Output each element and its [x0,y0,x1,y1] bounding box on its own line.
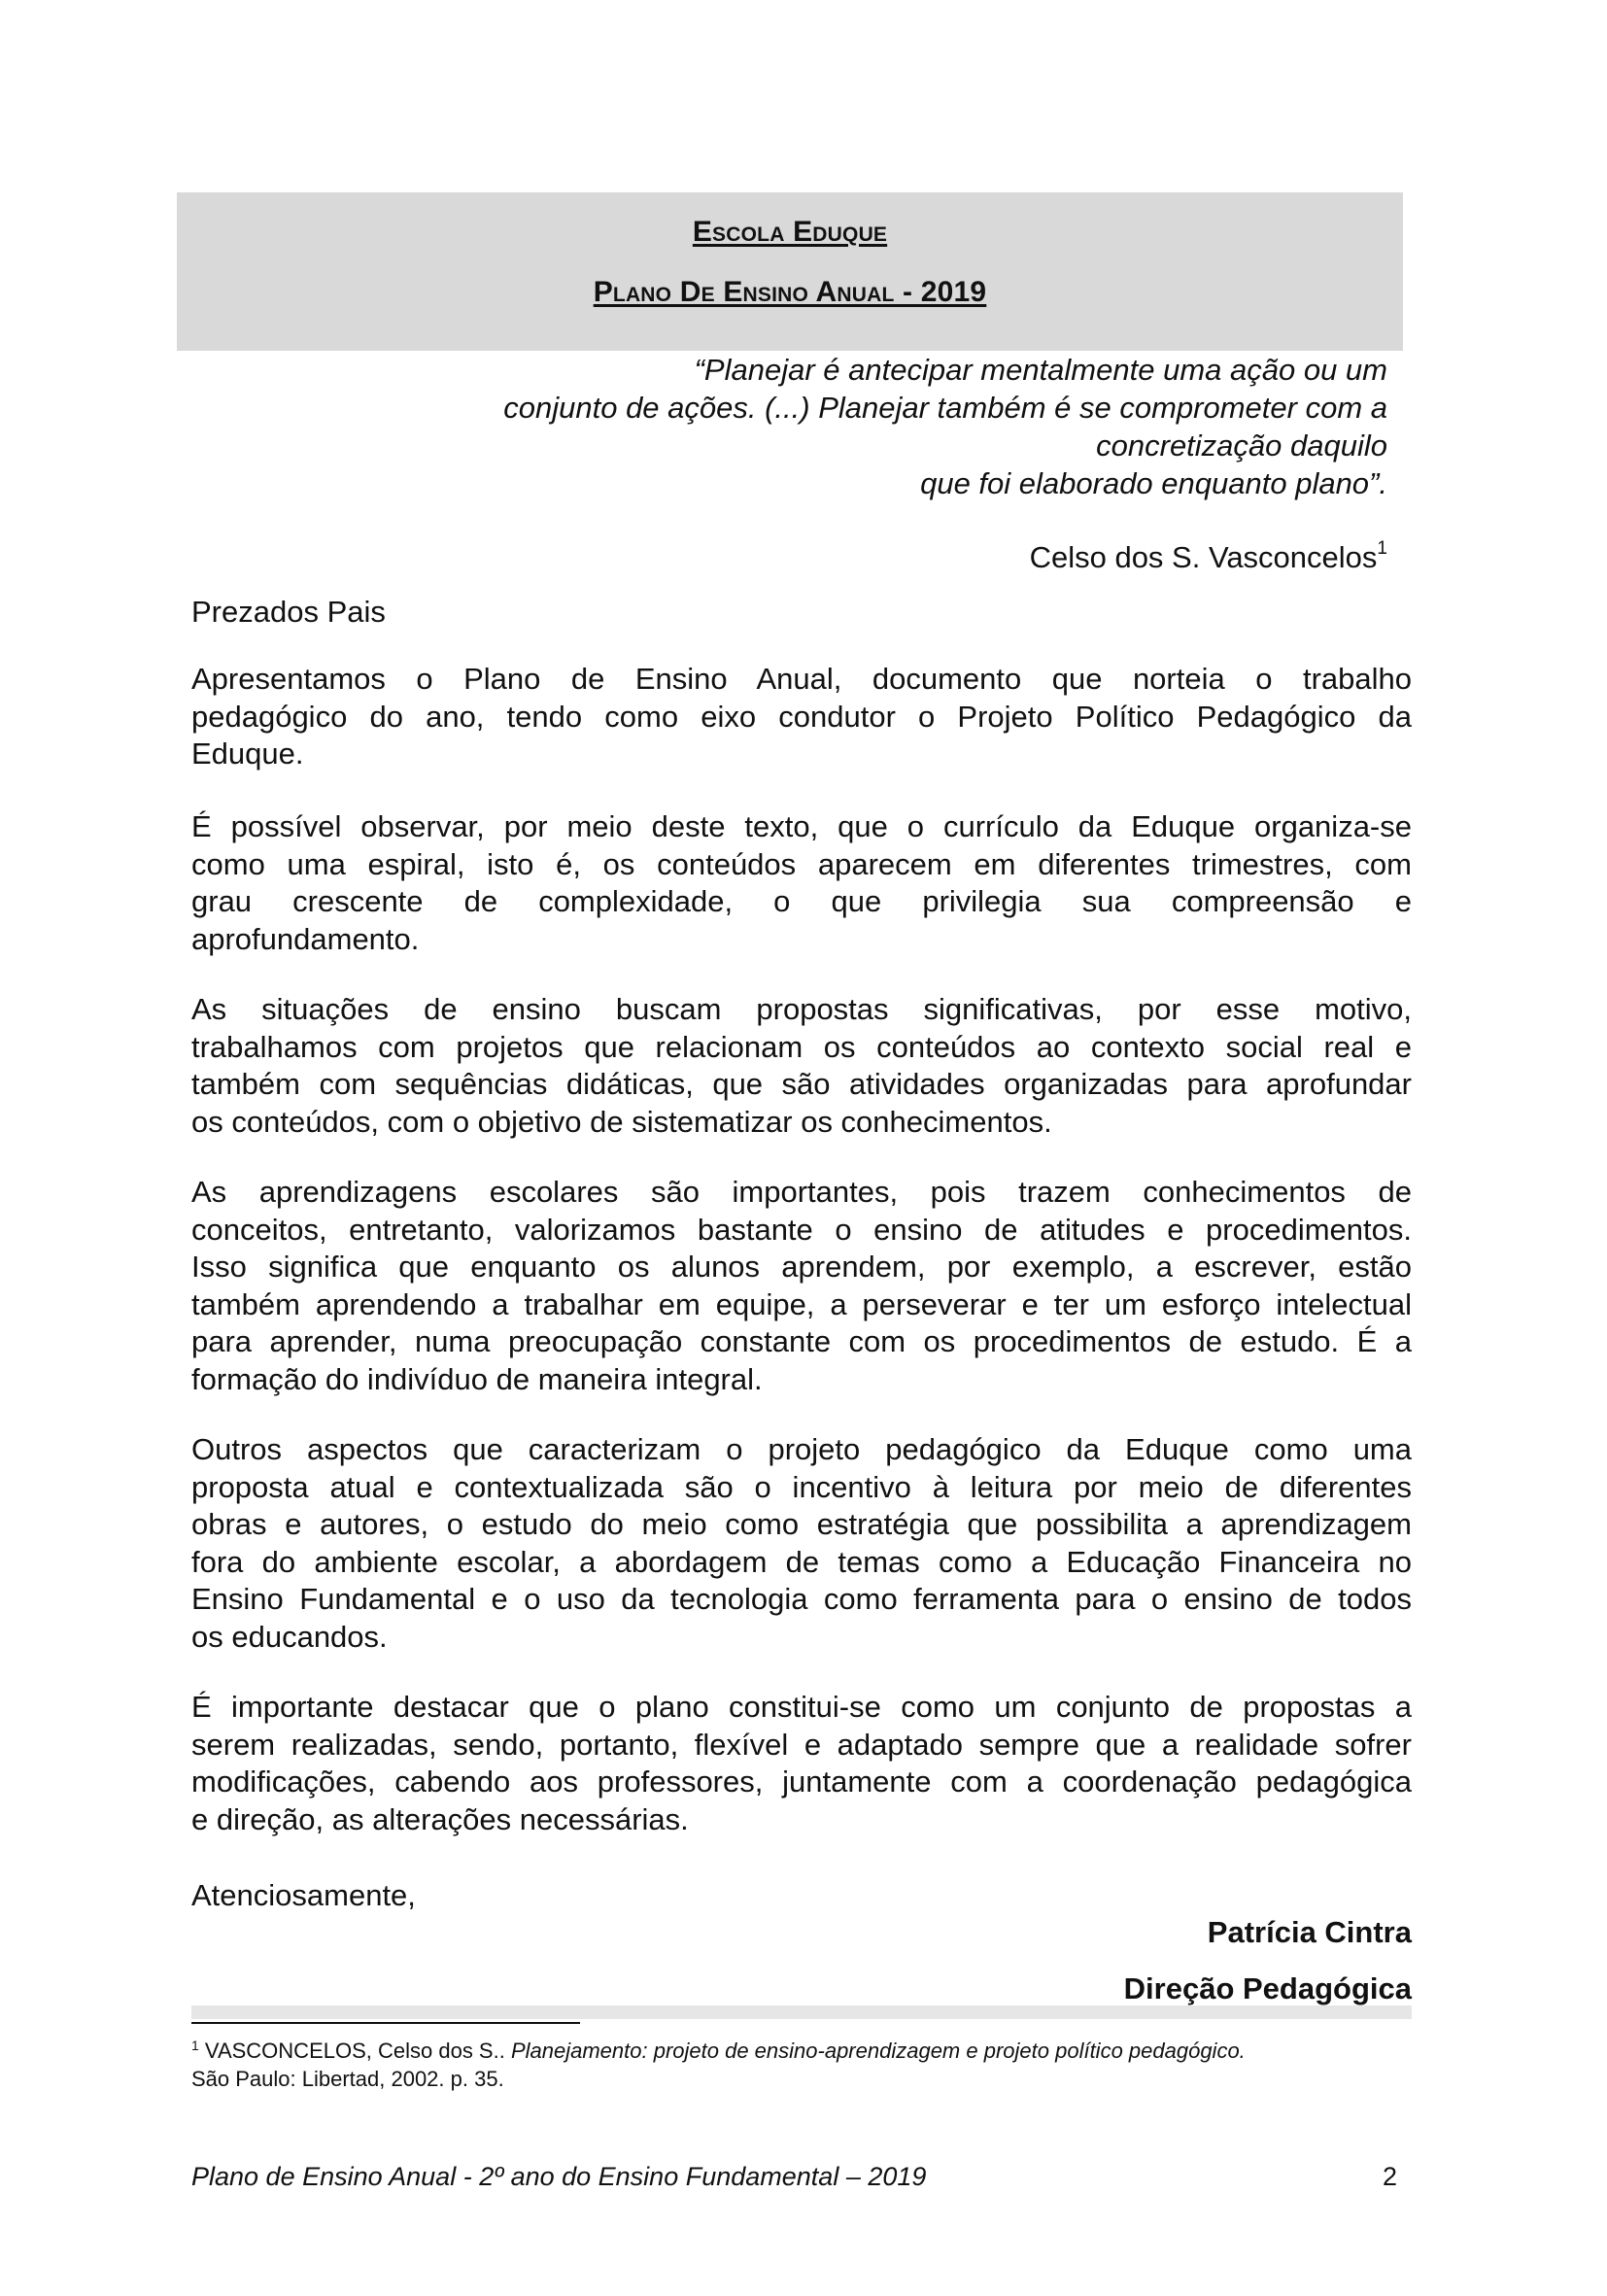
text-line: proposta atual e contextualizada são o incentivo à leitura por meio de diferentes [191,1469,1412,1504]
text-line: É importante destacar que o plano constitui-se como um conjunto de propostas a [191,1690,1412,1724]
text-line: modificações, cabendo aos professores, juntamente com a coordenação pedagógica [191,1765,1412,1799]
footnote [191,2037,1412,2093]
text-line: As situações de ensino buscam propostas significativas, por esse motivo, [191,992,1412,1026]
epigraph-author [1030,540,1387,575]
text-line: para aprender, numa preocupação constante com os procedimentos de estudo. É a [191,1324,1412,1358]
text-line: conceitos, entretanto, valorizamos bastante o ensino de atitudes e procedimentos. [191,1212,1412,1247]
text-line: Ensino Fundamental e o uso da tecnologia como ferramenta para o ensino de todos [191,1582,1412,1616]
letter-closing: Atenciosamente, [191,1878,416,1912]
paragraph-3 [191,991,1412,1141]
epigraph-line: concretização daquilo [1096,428,1387,463]
letter-greeting: Prezados Pais [191,595,386,629]
signature-role: Direção Pedagógica [1123,1971,1412,2005]
text-line: É possível observar, por meio deste texto, que o currículo da Eduque organiza-se [191,809,1412,843]
signature-shading [191,2005,1412,2019]
footnote-title: Planejamento: projeto de ensino-aprendizagem e projeto político pedagógico. [510,2039,1246,2063]
text-line: e direção, as alterações necessárias. [191,1801,689,1836]
footnote-publisher: São Paulo: Libertad, 2002. p. 35. [191,2067,504,2091]
plan-title: Plano De Ensino Anual - 2019 [593,276,987,308]
text-line: Eduque. [191,737,304,771]
paragraph-4 [191,1174,1412,1398]
text-line: fora do ambiente escolar, a abordagem de temas como a Educação Financeira no [191,1544,1412,1579]
text-line: os educandos. [191,1619,388,1654]
text-line: grau crescente de complexidade, o que privilegia sua compreensão e [191,884,1412,918]
text-line: Isso significa que enquanto os alunos aprendem, por exemplo, a escrever, estão [191,1250,1412,1284]
page-number: 2 [1382,2162,1397,2191]
epigraph-line: que foi elaborado enquanto plano”. [920,466,1387,500]
text-line: como uma espiral, isto é, os conteúdos aparecem em diferentes trimestres, com [191,846,1412,881]
paragraph-1 [191,661,1412,773]
text-line: serem realizadas, sendo, portanto, flexível e adaptado sempre que a realidade sofrer [191,1727,1412,1762]
text-line: também aprendendo a trabalhar em equipe, a perseverar e ter um esforço intelectual [191,1286,1412,1321]
epigraph-line: “Planejar é antecipar mentalmente uma ação ou um [694,353,1387,387]
paragraph-5 [191,1431,1412,1656]
text-line: também com sequências didáticas, que são atividades organizadas para aprofundar [191,1067,1412,1101]
text-line: aprofundamento. [191,921,420,956]
footnote-line [191,2037,1412,2065]
text-line: obras e autores, o estudo do meio como estratégia que possibilita a aprendizagem [191,1507,1412,1541]
text-line: Outros aspectos que caracterizam o projeto pedagógico da Eduque como uma [191,1432,1412,1466]
paragraph-6 [191,1689,1412,1838]
text-line: As aprendizagens escolares são importantes, pois trazem conhecimentos de [191,1175,1412,1209]
footnote-mark: 1 [191,2038,199,2053]
footnote-author: VASCONCELOS, Celso dos S.. [198,2039,511,2063]
footnote-reference[interactable]: 1 [1377,538,1387,559]
signature-name: Patrícia Cintra [1207,1915,1412,1949]
paragraph-2 [191,808,1412,958]
text-line: Apresentamos o Plano de Ensino Anual, documento que norteia o trabalho [191,662,1412,696]
text-line: os conteúdos, com o objetivo de sistematizar os conhecimentos. [191,1104,1052,1139]
footnote-separator [191,2022,580,2024]
page-footer: Plano de Ensino Anual - 2º ano do Ensino Fundamental – 2019 [191,2162,927,2191]
epigraph-quote [503,351,1387,502]
text-line: trabalhamos com projetos que relacionam os conteúdos ao contexto social real e [191,1029,1412,1064]
author-name: Celso dos S. Vasconcelos [1029,540,1378,574]
text-line: pedagógico do ano, tendo como eixo condutor o Projeto Político Pedagógico da [191,699,1412,734]
epigraph-line: conjunto de ações. (...) Planejar também é se comprometer com a [503,391,1387,425]
school-name: Escola Eduque [692,216,888,248]
text-line: formação do indivíduo de maneira integral. [191,1361,763,1396]
